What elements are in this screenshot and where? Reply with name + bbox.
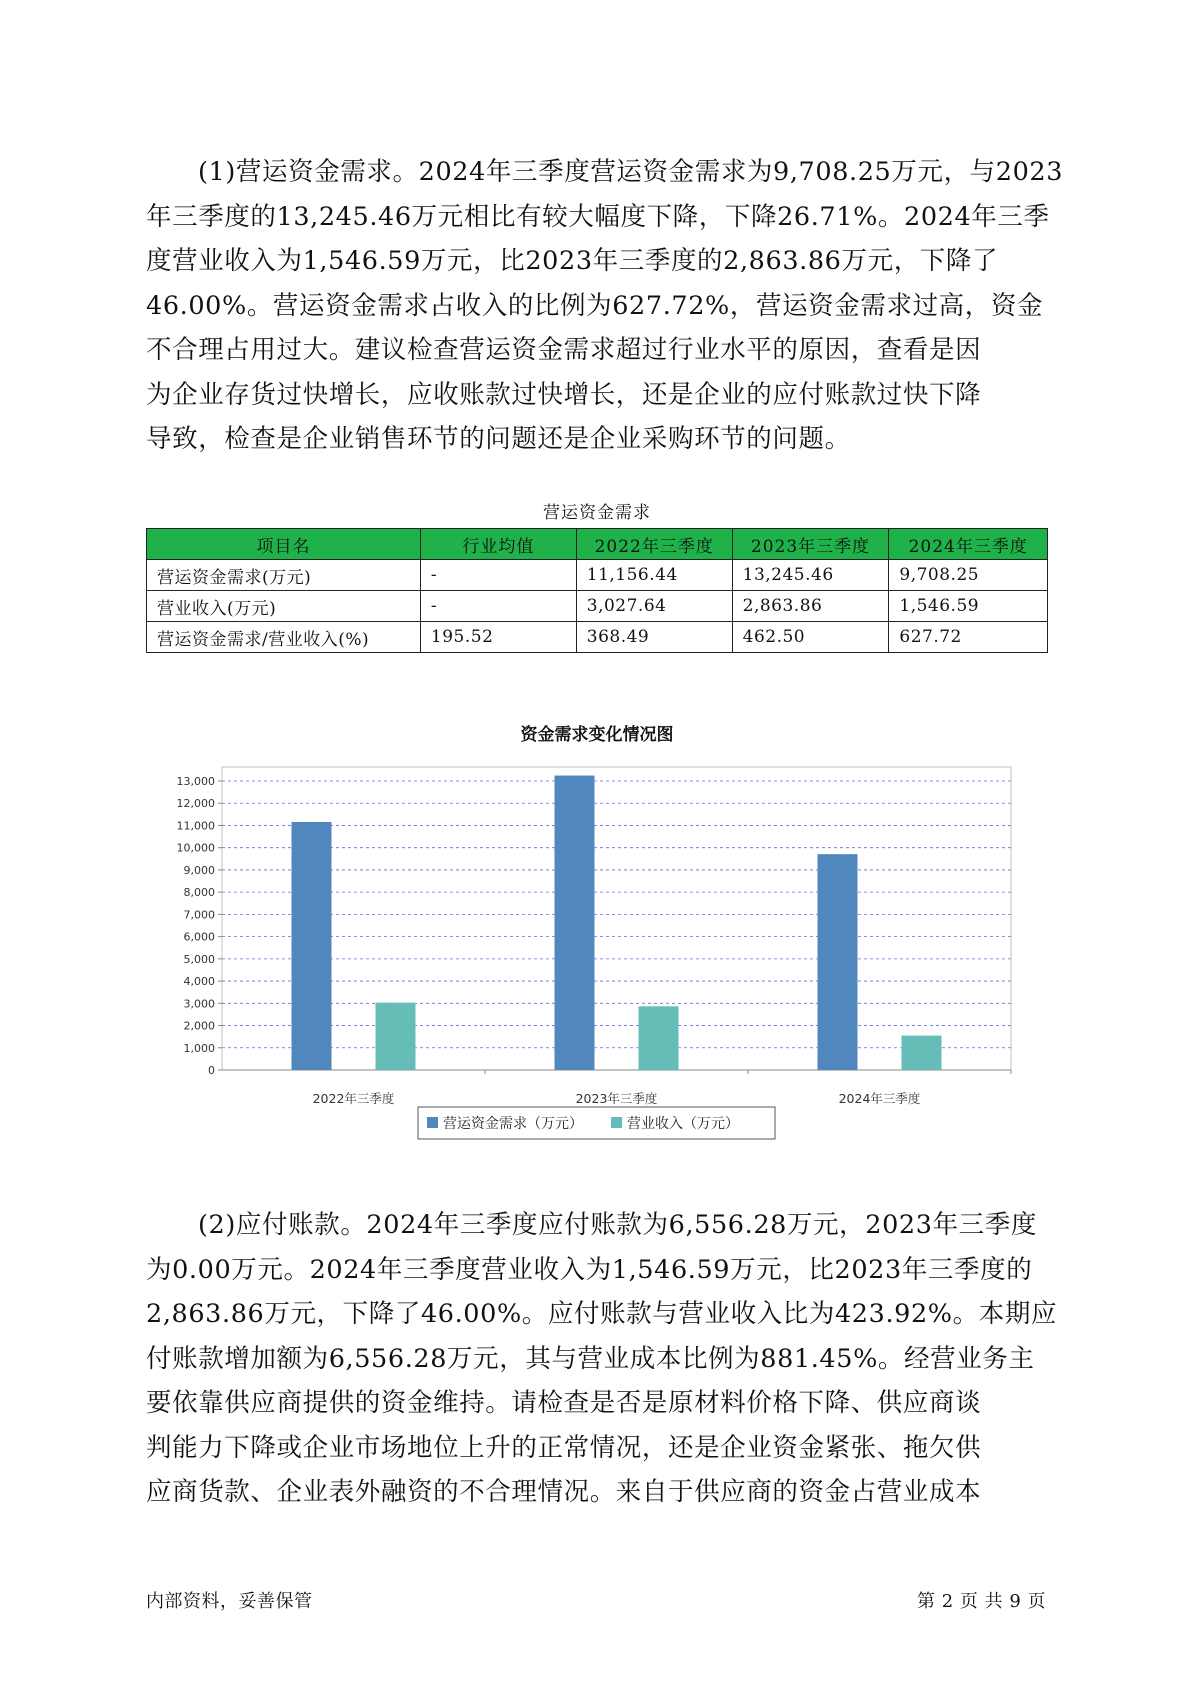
y-tick-label: 13,000 (176, 775, 215, 788)
bar-chart (146, 755, 1048, 1165)
paragraph-working-capital (146, 150, 1064, 462)
legend-swatch (427, 1117, 438, 1128)
table-cell: 462.50 (732, 622, 889, 653)
table-cell: 11,156.44 (576, 560, 732, 591)
table-header-cell: 项目名 (147, 529, 421, 560)
y-tick-label: 9,000 (183, 863, 215, 877)
working-capital-table (146, 528, 1048, 653)
y-tick-label: 3,000 (183, 997, 215, 1011)
bar (376, 1003, 416, 1070)
x-tick-label: 2022年三季度 (312, 1091, 395, 1106)
x-tick-label: 2023年三季度 (575, 1091, 658, 1106)
table-row (147, 591, 1048, 622)
paragraph-line: 为企业存货过快增长，应收账款过快增长，还是企业的应付账款过快下降 (146, 379, 982, 410)
table-header-cell: 行业均值 (420, 529, 576, 560)
paragraph-line: 要依靠供应商提供的资金维持。请检查是否是原材料价格下降、供应商谈 (146, 1388, 982, 1418)
paragraph-line: 度营业收入为1,546.59万元，比2023年三季度的2,863.86万元，下降了 (146, 246, 999, 276)
footer-page-number: 第 2 页 共 9 页 (916, 1591, 1046, 1612)
bar (292, 822, 332, 1070)
table-cell: 1,546.59 (889, 591, 1048, 622)
bar (818, 854, 858, 1070)
paragraph-line: 年三季度的13,245.46万元相比有较大幅度下降，下降26.71%。2024年三季 (146, 201, 1050, 232)
table-cell: 13,245.46 (732, 560, 889, 591)
chart-title: 资金需求变化情况图 (520, 725, 674, 745)
bar (902, 1036, 942, 1070)
table-cell: 368.49 (576, 622, 732, 653)
table-cell: 9,708.25 (889, 560, 1048, 591)
y-tick-label: 7,000 (183, 908, 215, 922)
table-caption: 营运资金需求 (543, 503, 651, 523)
paragraph-line: 46.00%。营运资金需求占收入的比例为627.72%，营运资金需求过高，资金 (146, 290, 1044, 321)
legend-label: 营运资金需求（万元） (443, 1116, 583, 1132)
paragraph-line: 导致，检查是企业销售环节的问题还是企业采购环节的问题。 (146, 424, 851, 454)
paragraph-line: 应商货款、企业表外融资的不合理情况。来自于供应商的资金占营业成本 (146, 1477, 982, 1507)
table-cell: 2,863.86 (732, 591, 889, 622)
paragraph-line: 付账款增加额为6,556.28万元，其与营业成本比例为881.45%。经营业务主 (146, 1343, 1035, 1374)
y-tick-label: 12,000 (176, 797, 215, 811)
y-tick-label: 1,000 (183, 1041, 215, 1055)
paragraph-line: 不合理占用过大。建议检查营运资金需求超过行业水平的原因，查看是因 (146, 335, 982, 365)
paragraph-line: 2,863.86万元，下降了46.00%。应付账款与营业收入比为423.92%。本期应 (146, 1299, 1058, 1329)
y-tick-label: 10,000 (176, 841, 215, 855)
table-cell: - (420, 591, 576, 622)
table-cell: 195.52 (420, 622, 576, 653)
table-cell: 营运资金需求(万元) (147, 560, 421, 591)
table-cell: 3,027.64 (576, 591, 732, 622)
y-tick-label: 11,000 (176, 819, 215, 833)
paragraph-line: 判能力下降或企业市场地位上升的正常情况，还是企业资金紧张、拖欠供 (146, 1432, 982, 1463)
y-tick-label: 5,000 (183, 952, 215, 966)
table-header-row (147, 529, 1048, 560)
y-tick-label: 8,000 (183, 886, 215, 900)
footer-confidential-note: 内部资料，妥善保管 (146, 1591, 313, 1612)
x-tick-label: 2024年三季度 (838, 1091, 921, 1106)
paragraph-line: (2)应付账款。2024年三季度应付账款为6,556.28万元，2023年三季度 (198, 1210, 1037, 1240)
table-row (147, 622, 1048, 653)
y-tick-label: 2,000 (183, 1019, 215, 1033)
table-cell: - (420, 560, 576, 591)
paragraph-accounts-payable (146, 1203, 1056, 1515)
bar (639, 1006, 679, 1070)
table-header-cell: 2023年三季度 (732, 529, 889, 560)
y-tick-label: 0 (208, 1064, 215, 1077)
plot-area (222, 767, 1011, 1070)
legend-label: 营业收入（万元） (627, 1116, 739, 1132)
table-cell: 营业收入(万元) (147, 591, 421, 622)
y-tick-label: 4,000 (183, 975, 215, 989)
table-cell: 营运资金需求/营业收入(%) (147, 622, 421, 653)
bar (555, 776, 595, 1070)
table-header-cell: 2024年三季度 (889, 529, 1048, 560)
table-cell: 627.72 (889, 622, 1048, 653)
table-header-cell: 2022年三季度 (576, 529, 732, 560)
table-row (147, 560, 1048, 591)
legend-swatch (611, 1117, 622, 1128)
paragraph-line: (1)营运资金需求。2024年三季度营运资金需求为9,708.25万元，与2023 (198, 157, 1064, 187)
y-tick-label: 6,000 (183, 930, 215, 944)
paragraph-line: 为0.00万元。2024年三季度营业收入为1,546.59万元，比2023年三季度的 (146, 1254, 1033, 1285)
